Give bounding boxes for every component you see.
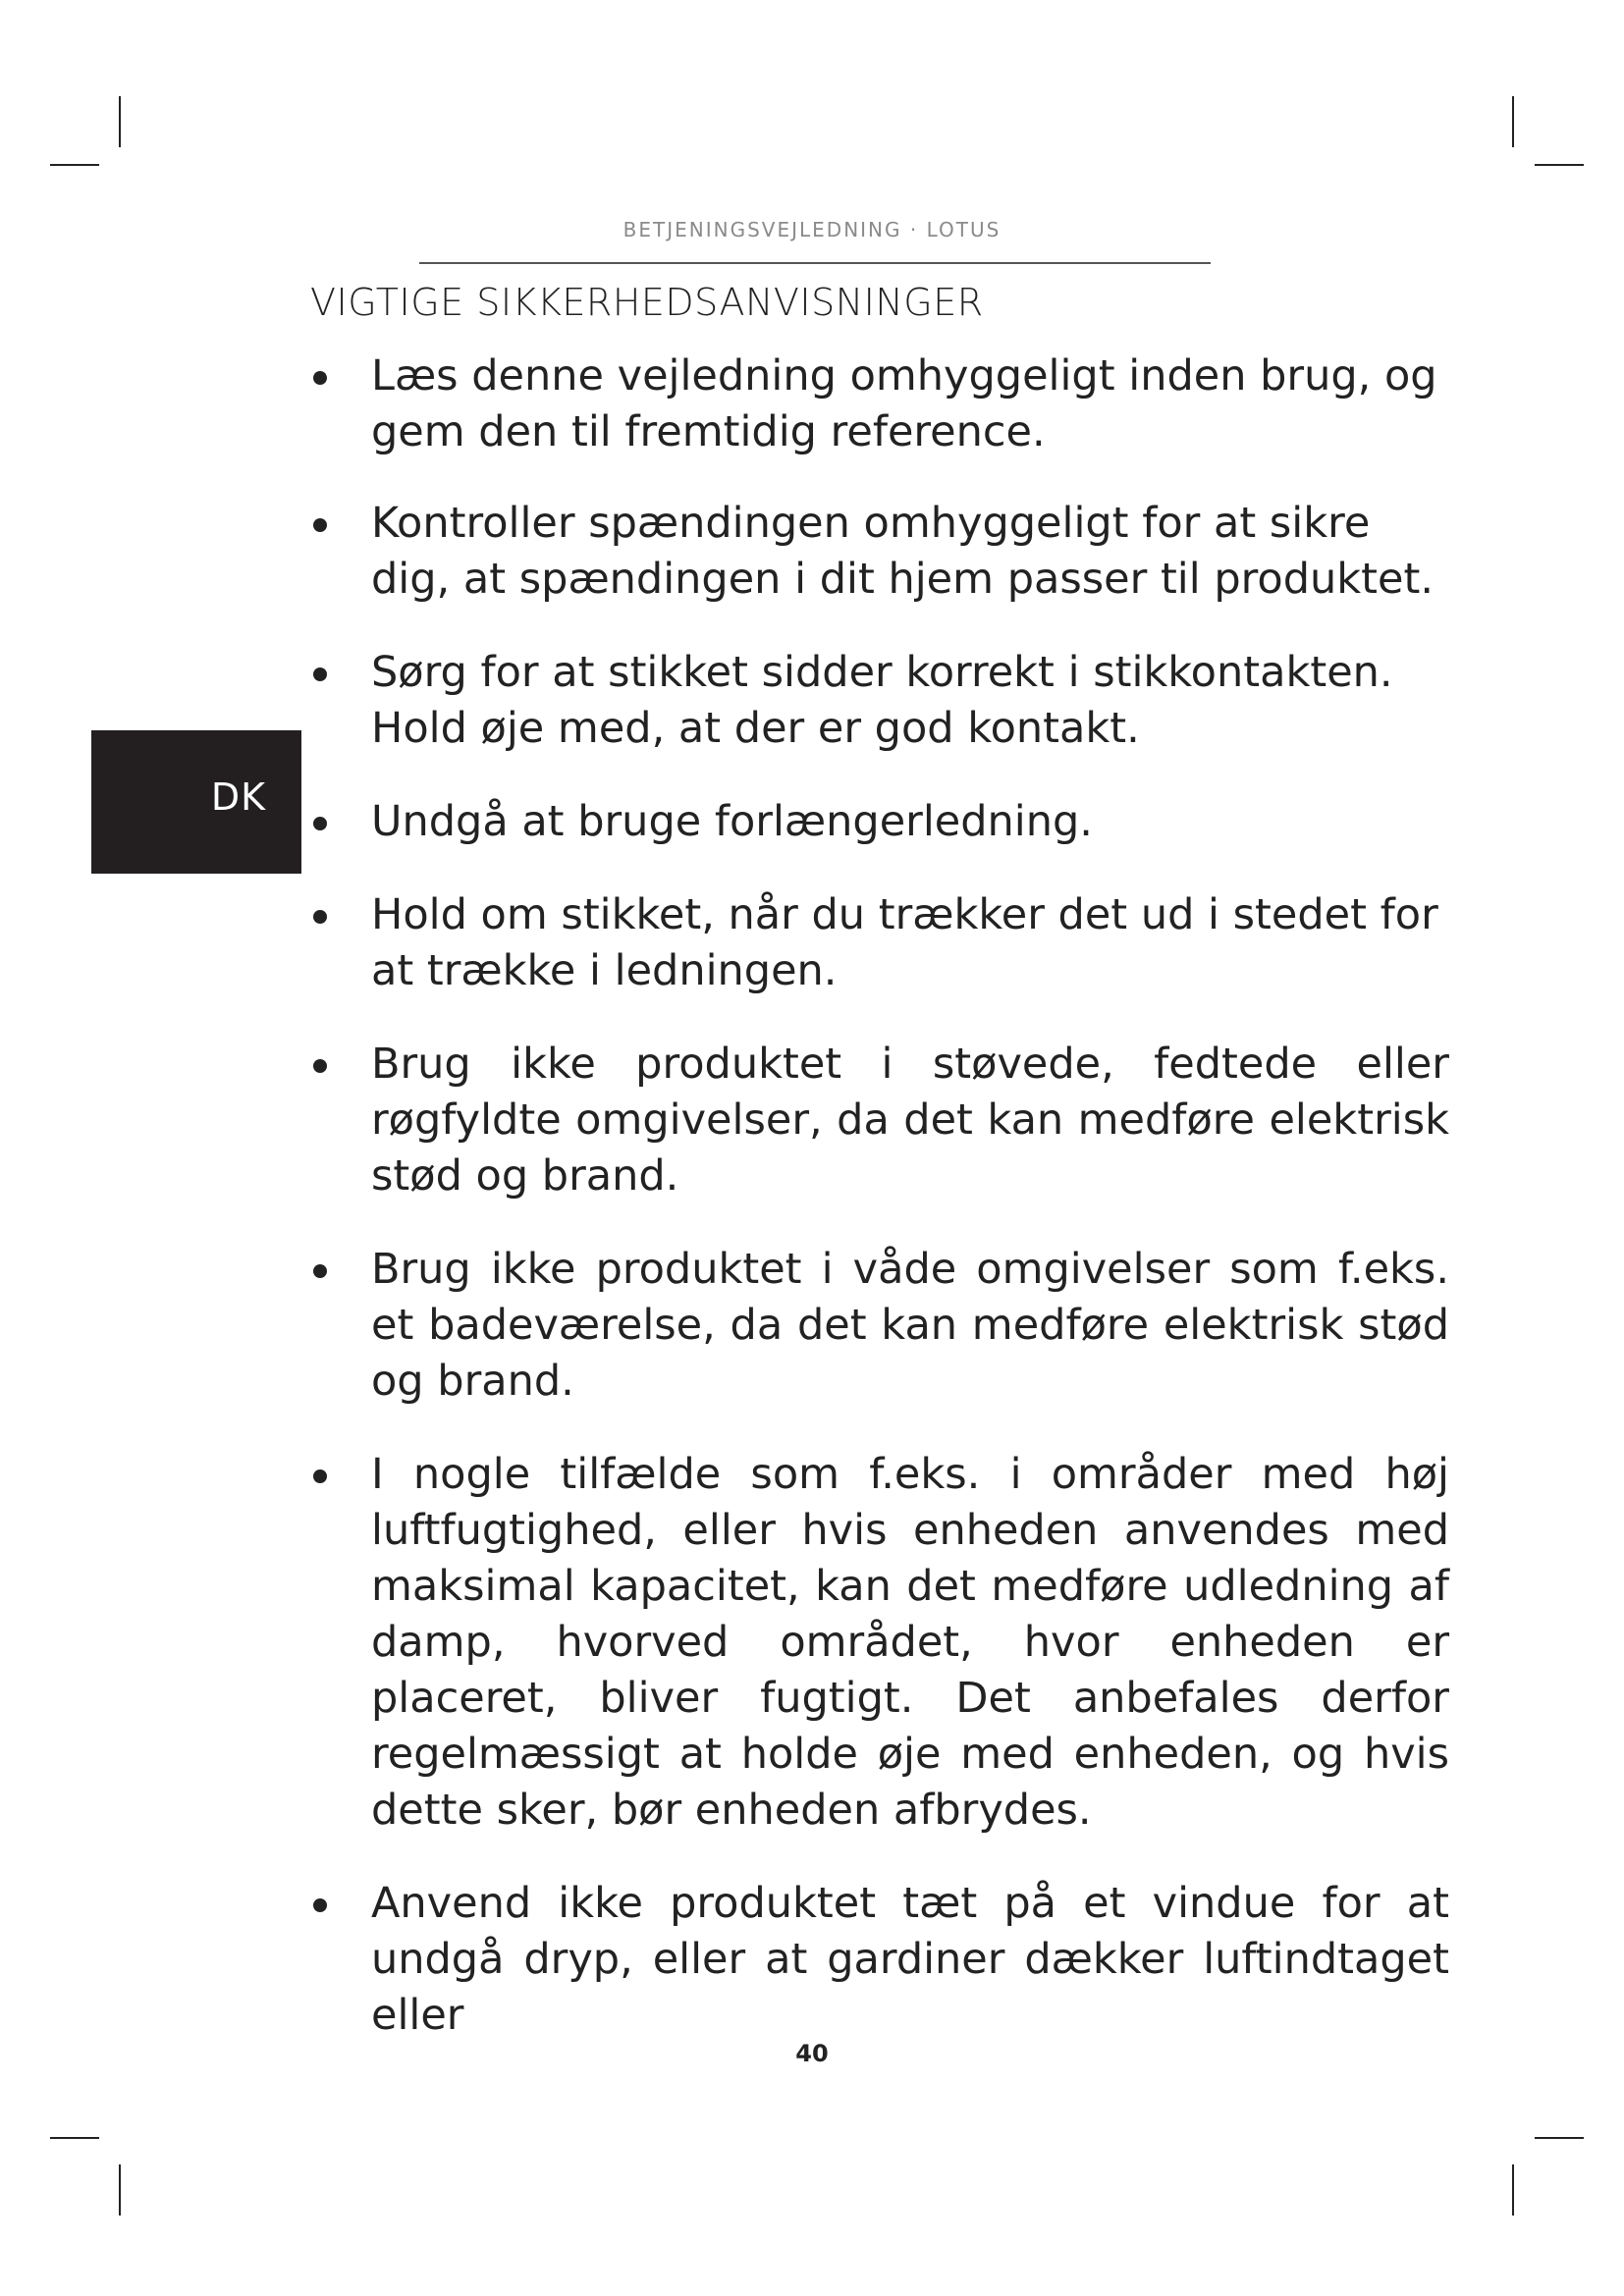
- list-item: [310, 794, 1449, 850]
- list-item-text: Undgå at bruge forlængerledning.: [371, 797, 1093, 846]
- crop-mark-top-left-vertical: [119, 96, 121, 147]
- list-item: [310, 1447, 1449, 1839]
- list-item-text: Anvend ikke produktet tæt på et vindue for at undgå dryp, eller at gardiner dækker luftindtaget eller: [371, 1879, 1449, 2040]
- bullet-dot-icon: [313, 1469, 327, 1483]
- list-item: [310, 496, 1449, 608]
- page-number: 40: [795, 2040, 829, 2067]
- list-item-text: Sørg for at stikket sidder korrekt i stikkontakten. Hold øje med, at der er god kontakt.: [371, 648, 1393, 753]
- list-item: [310, 1037, 1449, 1204]
- bullet-dot-icon: [313, 1898, 327, 1912]
- crop-mark-bottom-left-horizontal: [50, 2137, 99, 2139]
- list-item: [310, 645, 1449, 757]
- crop-mark-top-left-horizontal: [50, 164, 99, 166]
- list-item: [310, 1876, 1449, 2044]
- list-item-text: Hold om stikket, når du trækker det ud i stedet for at trække i ledningen.: [371, 890, 1438, 995]
- bullet-dot-icon: [313, 817, 327, 830]
- list-item-text: I nogle tilfælde som f.eks. i områder med høj luftfugtighed, eller hvis enheden anvendes med maksimal kapacitet, kan det medføre udledning af damp, hvorved området, hvor enheden er placeret, bliver fugtigt. Det anbefales derfor regelmæssigt at holde øje med enheden, og hvis dette sker, bør enheden afbrydes.: [371, 1450, 1449, 1835]
- language-tab: [91, 730, 301, 874]
- list-item-text: Kontroller spændingen omhyggeligt for at sikre dig, at spændingen i dit hjem passer til produktet.: [371, 499, 1434, 604]
- crop-mark-top-right-horizontal: [1535, 164, 1584, 166]
- list-item: [310, 348, 1449, 460]
- list-item: [310, 887, 1449, 999]
- bullet-dot-icon: [313, 518, 327, 532]
- header-rule: [419, 262, 1211, 264]
- list-item-text: Læs denne vejledning omhyggeligt inden brug, og gem den til fremtidig reference.: [371, 351, 1437, 456]
- bullet-dot-icon: [313, 910, 327, 924]
- crop-mark-top-right-vertical: [1512, 96, 1514, 147]
- list-item-text: Brug ikke produktet i våde omgivelser som f.eks. et badeværelse, da det kan medføre elektrisk stød og brand.: [371, 1245, 1449, 1406]
- list-item-text: Brug ikke produktet i støvede, fedtede eller røgfyldte omgivelser, da det kan medføre elektrisk stød og brand.: [371, 1040, 1449, 1201]
- safety-instructions-list: [310, 348, 1449, 2044]
- crop-mark-bottom-left-vertical: [119, 2164, 121, 2216]
- crop-mark-bottom-right-horizontal: [1535, 2137, 1584, 2139]
- bullet-dot-icon: [313, 667, 327, 681]
- list-item: [310, 1242, 1449, 1410]
- bullet-dot-icon: [313, 1264, 327, 1278]
- crop-mark-bottom-right-vertical: [1512, 2164, 1514, 2216]
- section-title: VIGTIGE SIKKERHEDSANVISNINGER: [310, 281, 984, 324]
- bullet-dot-icon: [313, 371, 327, 385]
- bullet-dot-icon: [313, 1059, 327, 1073]
- language-tab-label: DK: [210, 775, 266, 819]
- running-header: BETJENINGSVEJLEDNING · LOTUS: [623, 218, 1001, 241]
